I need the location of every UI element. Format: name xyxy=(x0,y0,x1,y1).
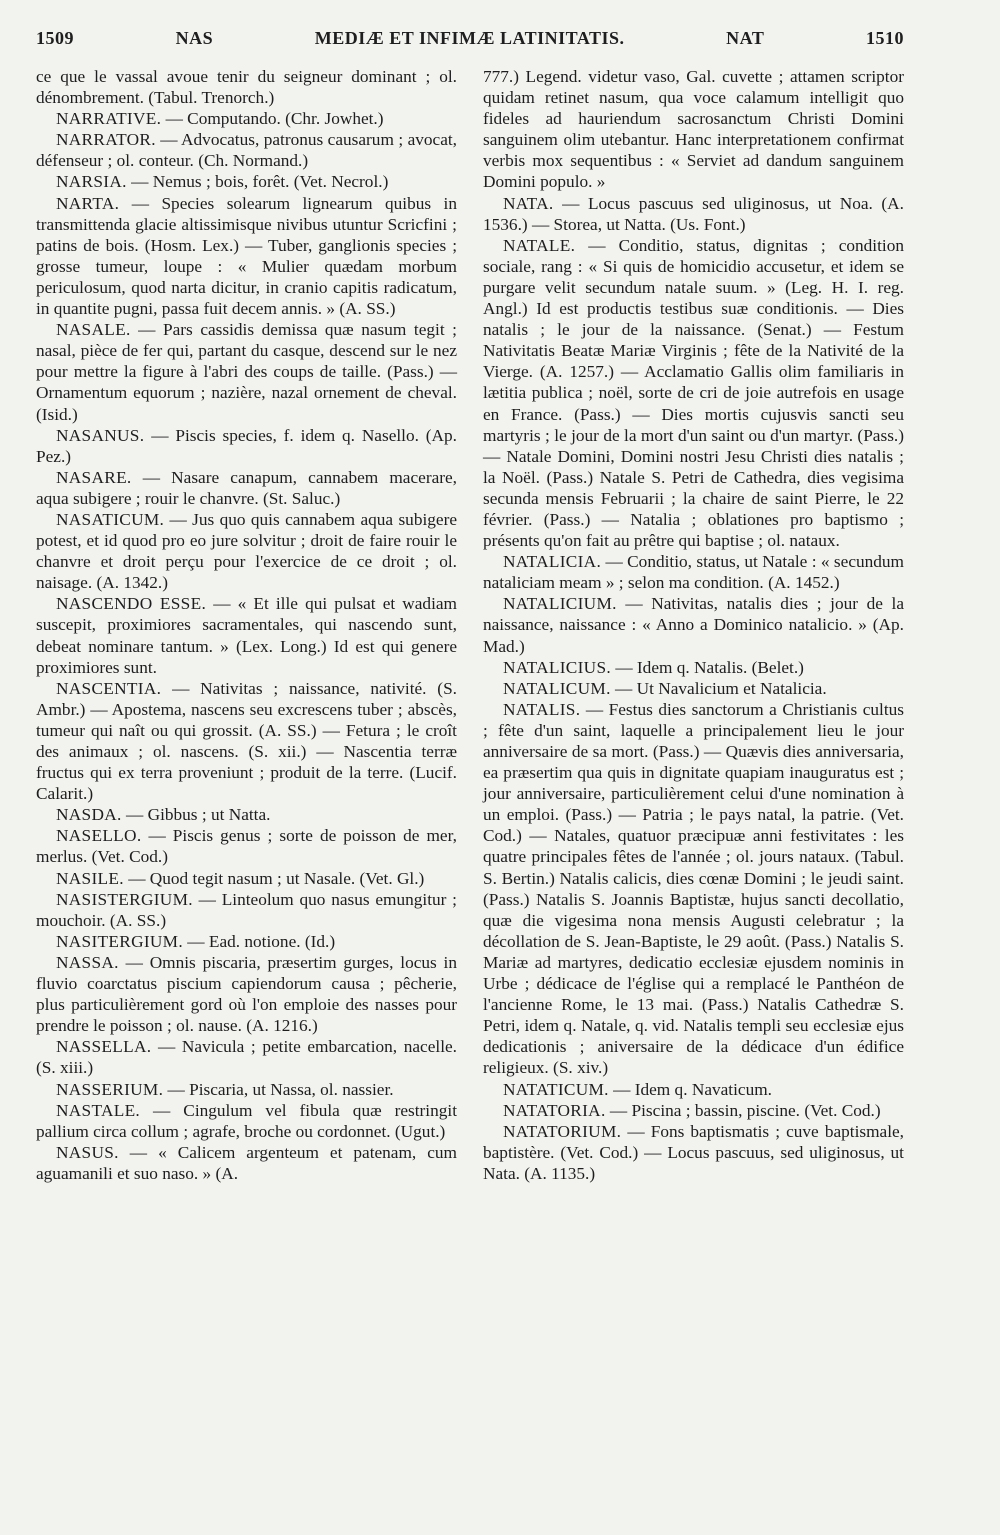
entry-definition: — Jus quo quis cannabem aqua subigere potest, et id quod pro eo jure solvitur ; droit de faire rouir le chanvre et droit perçu pour l'exercice de ce droit ; ol. naisage. (A. 1342.) xyxy=(36,509,458,593)
entry-definition: — Species solearum lignearum quibus in transmittenda glacie altissimisque nivibus utuntur Scricfini ; patins de bois. (Hosm. Lex.) — Tuber, ganglionis species ; grosse tumeur, loupe : « Mulier quædam morbum periculosum, quod narta dicitur, in cranio capitis radicatum, in quantite pugni, passa fuit decem annis. » (A. SS.) xyxy=(36,193,458,319)
dictionary-entry xyxy=(36,1142,457,1184)
dictionary-entry xyxy=(483,66,904,193)
entry-headword: NASSERIUM. xyxy=(56,1079,164,1099)
dictionary-entry xyxy=(36,467,457,509)
entry-headword: NASATICUM. xyxy=(56,509,165,529)
entry-definition: — Nativitas, natalis dies ; jour de la naissance, naissance : « Anno a Dominico natalicio. » (Ap. Mad.) xyxy=(483,594,904,656)
dictionary-entry xyxy=(36,66,457,108)
entry-definition: — Ut Navalicium et Natalicia. xyxy=(615,678,827,698)
dictionary-entry xyxy=(36,193,457,320)
page-number-right: 1510 xyxy=(865,28,904,48)
entry-headword: NATA. xyxy=(503,193,554,213)
dictionary-entry xyxy=(483,551,904,593)
entry-headword: NARRATOR. xyxy=(56,130,156,150)
dictionary-entry xyxy=(36,129,457,171)
entry-definition: — Linteolum quo nasus emungitur ; mouchoir. (A. SS.) xyxy=(36,889,457,930)
dictionary-entry xyxy=(36,1100,457,1142)
entry-headword: NARTA. xyxy=(56,193,120,213)
dictionary-entry xyxy=(483,193,904,235)
entry-headword: NASCENDO ESSE. xyxy=(56,594,207,614)
entry-definition: — Piscis species, f. idem q. Nasello. (Ap. Pez.) xyxy=(36,425,457,466)
entry-headword: NASDA. xyxy=(56,805,122,825)
dictionary-entry xyxy=(36,1036,457,1078)
left-column xyxy=(36,66,457,1184)
entry-headword: NASARE. xyxy=(56,467,132,487)
entry-headword: NARRATIVE. xyxy=(56,109,162,129)
entry-definition: — Idem q. Natalis. (Belet.) xyxy=(615,657,804,677)
entry-headword: NASILE. xyxy=(56,868,124,888)
entry-definition: — Locus pascuus sed uliginosus, ut Noa. (A. 1536.) — Storea, ut Natta. (Us. Font.) xyxy=(483,193,904,234)
dictionary-entry xyxy=(36,509,457,593)
dictionary-entry xyxy=(483,235,904,551)
dictionary-entry xyxy=(483,1121,904,1184)
entry-definition: — Quod tegit nasum ; ut Nasale. (Vet. Gl.) xyxy=(128,868,425,888)
entry-headword: NATATORIUM. xyxy=(503,1121,622,1141)
entry-headword: NATALICIUM. xyxy=(503,594,617,614)
entry-definition: — Nemus ; bois, forêt. (Vet. Necrol.) xyxy=(131,172,389,192)
entry-headword: NATALE. xyxy=(503,235,576,255)
guide-word-left: NAS xyxy=(175,28,214,48)
entry-headword: NATALICIUS. xyxy=(503,657,611,677)
entry-definition: — « Et ille qui pulsat et wadiam suscepit, proximiores sacramentales, qui nascendo sunt, debeat nominare tantum. » (Lex. Long.) Id est qui genere proximiores sunt. xyxy=(36,594,457,677)
dictionary-entry xyxy=(36,868,457,889)
dictionary-entry xyxy=(483,1079,904,1100)
entry-headword: NASELLO. xyxy=(56,826,142,846)
entry-headword: NASUS. xyxy=(56,1142,119,1162)
entry-definition: ce que le vassal avoue tenir du seigneur dominant ; ol. dénombrement. (Tabul. Trenorch.) xyxy=(36,67,457,108)
entry-headword: NASALE. xyxy=(56,320,131,340)
entry-definition: 777.) Legend. videtur vaso, Gal. cuvette ; attamen scriptor quidam retinet nasum, qua voce calamum intelligit quo fideles ad hauriendum sacrosanctum Christi Domini sanguinem olim utebantur. Hanc interpretationem confirmat verbis mox sequentibus : « Serviet ad dandum sanguinem Domini populo. » xyxy=(483,67,904,192)
entry-definition: — Fons baptismatis ; cuve baptismale, baptistère. (Vet. Cod.) — Locus pascuus, sed uliginosus, ut Nata. (A. 1135.) xyxy=(483,1121,904,1183)
entry-headword: NASSELLA. xyxy=(56,1037,152,1057)
entry-headword: NASTALE. xyxy=(56,1100,141,1120)
entry-headword: NASSA. xyxy=(56,952,119,972)
entry-headword: NATALICUM. xyxy=(503,678,611,698)
right-column xyxy=(483,66,904,1184)
entry-definition: — Cingulum vel fibula quæ restringit pallium circa collum ; agrafe, broche ou cordonnet. (Ugut.) xyxy=(36,1100,457,1141)
entry-definition: — Pars cassidis demissa quæ nasum tegit ; nasal, pièce de fer qui, partant du casque, descend sur le nez pour mettre la figure à l'abri des coups de taille. (Pass.) — Ornamentum equorum ; nazière, nazal ornement de cheval. (Isid.) xyxy=(36,320,457,424)
dictionary-entry xyxy=(36,931,457,952)
entry-definition: — Conditio, status, ut Natale : « secundum nataliciam meam » ; selon ma condition. (A. 1452.) xyxy=(483,552,904,593)
entry-definition: — « Calicem argenteum et patenam, cum aguamanili et suo naso. » (A. xyxy=(36,1142,457,1183)
entry-headword: NASCENTIA. xyxy=(56,678,162,698)
dictionary-entry xyxy=(36,319,457,424)
entry-definition: — Navicula ; petite embarcation, nacelle. (S. xiii.) xyxy=(36,1037,457,1078)
dictionary-entry xyxy=(36,889,457,931)
entry-headword: NASANUS. xyxy=(56,425,145,445)
entry-definition: — Idem q. Navaticum. xyxy=(613,1079,772,1099)
entry-definition: — Omnis piscaria, præsertim gurges, locus in fluvio coarctatus piscium capiendorum causa ; pêcherie, plus particulièrement gord où l'on emploie des nasses pour prendre le poisson ; ol. nause. (A. 1216.) xyxy=(36,952,457,1036)
entry-definition: — Piscis genus ; sorte de poisson de mer, merlus. (Vet. Cod.) xyxy=(36,826,457,867)
page-number-left: 1509 xyxy=(36,28,74,48)
entry-definition: — Festus dies sanctorum a Christianis cultus ; fête d'un saint, laquelle a principalement lieu le jour anniversaire de sa mort. (Pass.) — Quævis dies anniversaria, ea præsertim qua quis in dignitate quapiam inauguratus est ; jour anniversaire, particulièrement celui d'une nomination à un emploi. (Pass.) — Patria ; le pays natal, la patrie. (Vet. Cod.) — Natales, quatuor præcipuæ anni festivitates : les quatre principales fêtes de l'année ; ol. jours nataux. (Tabul. S. Bertin.) Natalis calicis, dies cœnæ Domini ; le jeudi saint. (Pass.) Natalis S. Joannis Baptistæ, hujus sancti decollatio, quæ die vigesima nona mensis Augusti celebratur ; la décollation de S. Jean-Baptiste, le 29 août. (Pass.) Natalis S. Mariæ ad martyres, dedicatio ecclesiæ ejusdem nominis in Urbe ; dédicace de l'église qui a remplacé le Panthéon de l'ancienne Rome, le 13 mai. (Pass.) Natalis Cathedræ S. Petri, idem q. Natale, q. vid. Natalis templi seu ecclesiæ ejus dedicationis ; aniversaire de la dédicace d'un édifice religieux. (S. xiv.) xyxy=(483,699,904,1078)
dictionary-entry xyxy=(36,171,457,192)
dictionary-entry xyxy=(36,825,457,867)
dictionary-entry xyxy=(483,678,904,699)
dictionary-entry xyxy=(36,108,457,129)
entry-headword: NATALICIA. xyxy=(503,552,602,572)
text-columns xyxy=(36,66,904,1184)
page-title: MEDIÆ ET INFIMÆ LATINITATIS. xyxy=(314,28,625,48)
entry-definition: — Advocatus, patronus causarum ; avocat, défenseur ; ol. conteur. (Ch. Normand.) xyxy=(36,130,457,171)
entry-definition: — Piscina ; bassin, piscine. (Vet. Cod.) xyxy=(609,1100,881,1120)
entry-headword: NATATORIA. xyxy=(503,1100,606,1120)
dictionary-entry xyxy=(36,1079,457,1100)
dictionary-entry xyxy=(36,678,457,805)
entry-headword: NASISTERGIUM. xyxy=(56,889,193,909)
entry-definition: — Nasare canapum, cannabem macerare, aqua subigere ; rouir le chanvre. (St. Saluc.) xyxy=(36,467,457,508)
entry-definition: — Nativitas ; naissance, nativité. (S. Ambr.) — Apostema, nascens seu excrescens tuber ; abscès, tumeur qui naît ou qui grossit. (A. SS.) — Fetura ; le croît des animaux ; ol. nascens. (S. xii.) — Nascentia terræ fructus qui ex terra proveniunt ; produit de la terre. (Lucif. Calarit.) xyxy=(36,678,457,804)
entry-definition: — Piscaria, ut Nassa, ol. nassier. xyxy=(167,1079,394,1099)
entry-definition: — Ead. notione. (Id.) xyxy=(187,931,336,951)
dictionary-entry xyxy=(483,593,904,656)
dictionary-entry xyxy=(483,699,904,1079)
entry-definition: — Computando. (Chr. Jowhet.) xyxy=(165,109,384,129)
running-head xyxy=(36,28,904,60)
entry-headword: NATALIS. xyxy=(503,699,581,719)
dictionary-entry xyxy=(36,593,457,677)
entry-headword: NATATICUM. xyxy=(503,1079,609,1099)
entry-headword: NASITERGIUM. xyxy=(56,931,183,951)
guide-word-right: NAT xyxy=(726,28,765,48)
dictionary-entry xyxy=(36,804,457,825)
entry-headword: NARSIA. xyxy=(56,172,127,192)
dictionary-entry xyxy=(483,657,904,678)
dictionary-entry xyxy=(483,1100,904,1121)
dictionary-entry xyxy=(36,952,457,1036)
entry-definition: — Conditio, status, dignitas ; condition sociale, rang : « Si quis de homicidio accusetur, et idem se purgare velit secundum natale suum. » (Leg. H. I. reg. Angl.) Id est productis testibus suæ conditionis. — Dies natalis ; le jour de la naissance. (Senat.) — Festum Nativitatis Beatæ Mariæ Virginis ; fête de la Nativité de la Vierge. (A. 1257.) — Acclamatio Gallis olim familiaris in lætitia publica ; noël, sorte de cri de joie autrefois en usage en France. (Pass.) — Dies mortis cujusvis sancti seu martyris ; le jour de la mort d'un saint ou d'un martyr. (Pass.) — Natale Domini, Domini nostri Jesu Christi dies natalis ; la Noël. (Pass.) Natale S. Petri de Cathedra, dies vegisima secunda mensis Februarii ; la chaire de saint Pierre, le 22 février. (Pass.) — Natalia ; oblationes pro baptismo ; présents qu'on fait au prêtre qui baptise ; ol. nataux. xyxy=(483,235,904,551)
entry-definition: — Gibbus ; ut Natta. xyxy=(125,805,271,825)
dictionary-entry xyxy=(36,425,457,467)
